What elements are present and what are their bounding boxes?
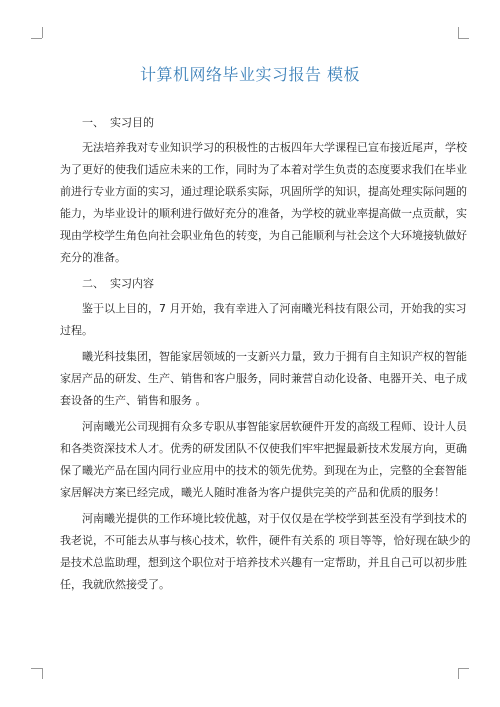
section-title: 实习目的 <box>110 116 154 129</box>
text-line: 鉴于以上目的，7 月开始，我有幸进入了河南曦光科技有限公司，开始我的实习 <box>82 302 467 315</box>
section-number: 二、 <box>82 277 104 290</box>
crop-mark-top-right-horizontal <box>458 38 469 39</box>
section-heading-purpose <box>60 112 442 134</box>
text-line: 过程。 <box>60 324 93 337</box>
text-line: 我老说，不可能去从事与核心技术，软件，硬件有关系的 项目等等，恰好现在缺少的 <box>60 534 471 547</box>
crop-mark-top-left-horizontal <box>31 38 42 39</box>
crop-mark-bottom-right-horizontal <box>458 668 469 669</box>
text-line: 充分的准备。 <box>60 251 126 264</box>
text-line: 曦光科技集团，智能家居领域的一支新兴力量，致力于拥有自主知识产权的智能 <box>82 350 467 363</box>
document-body <box>60 112 471 600</box>
text-line: 家居解决方案已经完成，曦光人随时准备为客户提供完美的产品和优质的服务！ <box>60 486 445 499</box>
text-line: 河南曦光提供的工作环境比较优越，对于仅仅是在学校学到甚至没有学到技术的 <box>82 512 467 525</box>
text-line: 能力，为毕业设计的顺利进行做好充分的准备，为学校的就业率提高做一点贡献，实 <box>60 207 467 220</box>
paragraph <box>60 508 471 596</box>
text-line: 是技术总监助理，想到这个职位对于培养技术兴趣有一定帮助，并且自己可以初步胜 <box>60 556 467 569</box>
crop-mark-bottom-left-vertical <box>42 668 43 679</box>
text-line: 前进行专业方面的实习，通过理论联系实际，巩固所学的知识，提高处理实际问题的 <box>60 185 467 198</box>
paragraph <box>60 416 467 504</box>
section-number: 一、 <box>82 116 104 129</box>
text-line: 保了曦光产品在国内同行业应用中的技术的领先优势。到现在为止，完整的全套智能 <box>60 464 467 477</box>
document-title: 计算机网络毕业实习报告 模板 <box>139 65 361 84</box>
section-heading-content <box>60 273 442 295</box>
text-line: 任，我就欣然接受了。 <box>60 578 170 591</box>
paragraph <box>60 298 467 342</box>
crop-mark-bottom-right-vertical <box>458 668 459 679</box>
text-line: 河南曦光公司现拥有众多专职从事智能家居软硬件开发的高级工程师、设计人员 <box>82 420 467 433</box>
crop-mark-top-left-vertical <box>42 27 43 38</box>
text-line: 无法培养我对专业知识学习的积极性的古板四年大学课程已宣布接近尾声，学校 <box>82 141 467 154</box>
text-line: 和各类资深技术人才。优秀的研发团队不仅使我们牢牢把握最新技术发展方向，更确 <box>60 442 467 455</box>
crop-mark-top-right-vertical <box>458 27 459 38</box>
paragraph <box>60 346 467 412</box>
crop-mark-bottom-left-horizontal <box>31 668 42 669</box>
text-line: 套设备的生产、销售和服务 。 <box>60 394 207 407</box>
text-line: 家居产品的研发、生产、销售和客户服务，同时兼营自动化设备、电器开关、电子成 <box>60 372 467 385</box>
paragraph <box>60 137 467 269</box>
text-line: 为了更好的使我们适应未来的工作，同时为了本着对学生负责的态度要求我们在毕业 <box>60 163 467 176</box>
section-title: 实习内容 <box>110 277 154 290</box>
text-line: 现由学校学生角色向社会职业角色的转变，为自己能顺利与社会这个大环境接轨做好 <box>60 229 467 242</box>
